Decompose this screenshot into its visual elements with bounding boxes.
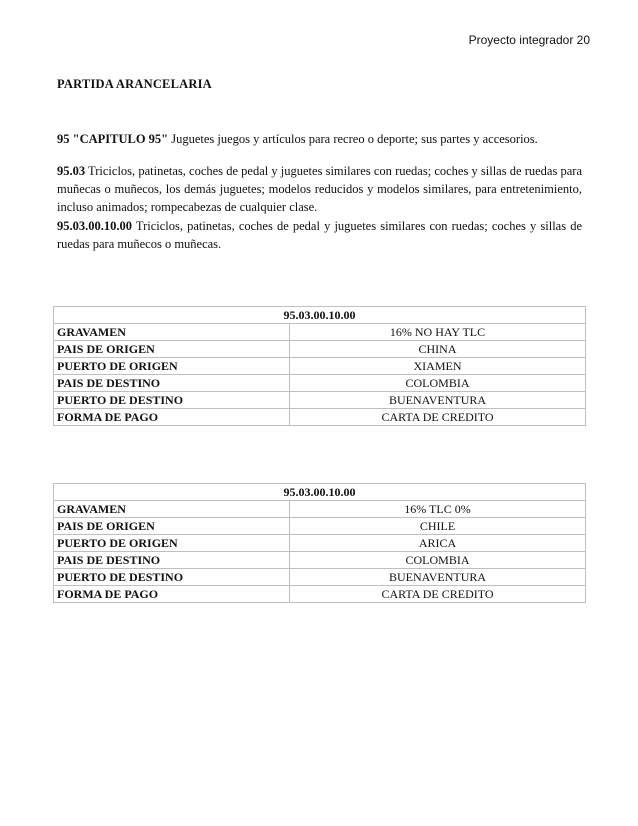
paragraph-code: 95 "CAPITULO 95" [57, 132, 169, 146]
row-label: FORMA DE PAGO [54, 409, 290, 426]
table-row [54, 518, 586, 535]
row-label: GRAVAMEN [54, 501, 290, 518]
row-label: PUERTO DE DESTINO [54, 392, 290, 409]
row-value: 16% TLC 0% [290, 501, 586, 518]
table-row [54, 501, 586, 518]
table-row [54, 341, 586, 358]
row-value: ARICA [290, 535, 586, 552]
row-value: COLOMBIA [290, 552, 586, 569]
page-header: Proyecto integrador 20 [468, 33, 590, 47]
row-label: PUERTO DE ORIGEN [54, 535, 290, 552]
row-label: FORMA DE PAGO [54, 586, 290, 603]
row-label: PUERTO DE ORIGEN [54, 358, 290, 375]
paragraph-text: Triciclos, patinetas, coches de pedal y juguetes similares con ruedas; coches y sillas de ruedas para muñecas o muñecos, los demás juguetes; modelos reducidos y modelos similares, para entretenimiento, incluso animados; rompecabezas de cualquier clase. [57, 164, 582, 214]
row-label: PAIS DE ORIGEN [54, 518, 290, 535]
row-label: PAIS DE DESTINO [54, 375, 290, 392]
chapter-paragraph [57, 130, 582, 148]
row-value: XIAMEN [290, 358, 586, 375]
row-value: CARTA DE CREDITO [290, 409, 586, 426]
table-row [54, 535, 586, 552]
table-row [54, 552, 586, 569]
paragraph-text: Triciclos, patinetas, coches de pedal y juguetes similares con ruedas; coches y sillas de ruedas para muñecos o muñecas. [57, 219, 582, 251]
table-row [54, 324, 586, 341]
paragraph-text: Juguetes juegos y artículos para recreo o deporte; sus partes y accesorios. [168, 132, 538, 146]
section-heading: PARTIDA ARANCELARIA [57, 77, 212, 91]
row-value: 16% NO HAY TLC [290, 324, 586, 341]
row-value: CHILE [290, 518, 586, 535]
row-label: PAIS DE ORIGEN [54, 341, 290, 358]
row-value: CARTA DE CREDITO [290, 586, 586, 603]
heading-paragraph [57, 162, 582, 216]
tariff-table-china [53, 306, 586, 426]
row-label: PAIS DE DESTINO [54, 552, 290, 569]
table-title: 95.03.00.10.00 [54, 307, 586, 324]
tariff-table-chile [53, 483, 586, 603]
row-label: PUERTO DE DESTINO [54, 569, 290, 586]
table-row [54, 586, 586, 603]
table-title: 95.03.00.10.00 [54, 484, 586, 501]
table-header-row [54, 307, 586, 324]
row-value: BUENAVENTURA [290, 569, 586, 586]
subheading-paragraph [57, 217, 582, 253]
table-row [54, 569, 586, 586]
row-value: COLOMBIA [290, 375, 586, 392]
table-row [54, 409, 586, 426]
table-row [54, 375, 586, 392]
paragraph-code: 95.03.00.10.00 [57, 219, 132, 233]
row-value: CHINA [290, 341, 586, 358]
table-row [54, 358, 586, 375]
table-header-row [54, 484, 586, 501]
row-label: GRAVAMEN [54, 324, 290, 341]
table-row [54, 392, 586, 409]
row-value: BUENAVENTURA [290, 392, 586, 409]
paragraph-code: 95.03 [57, 164, 86, 178]
